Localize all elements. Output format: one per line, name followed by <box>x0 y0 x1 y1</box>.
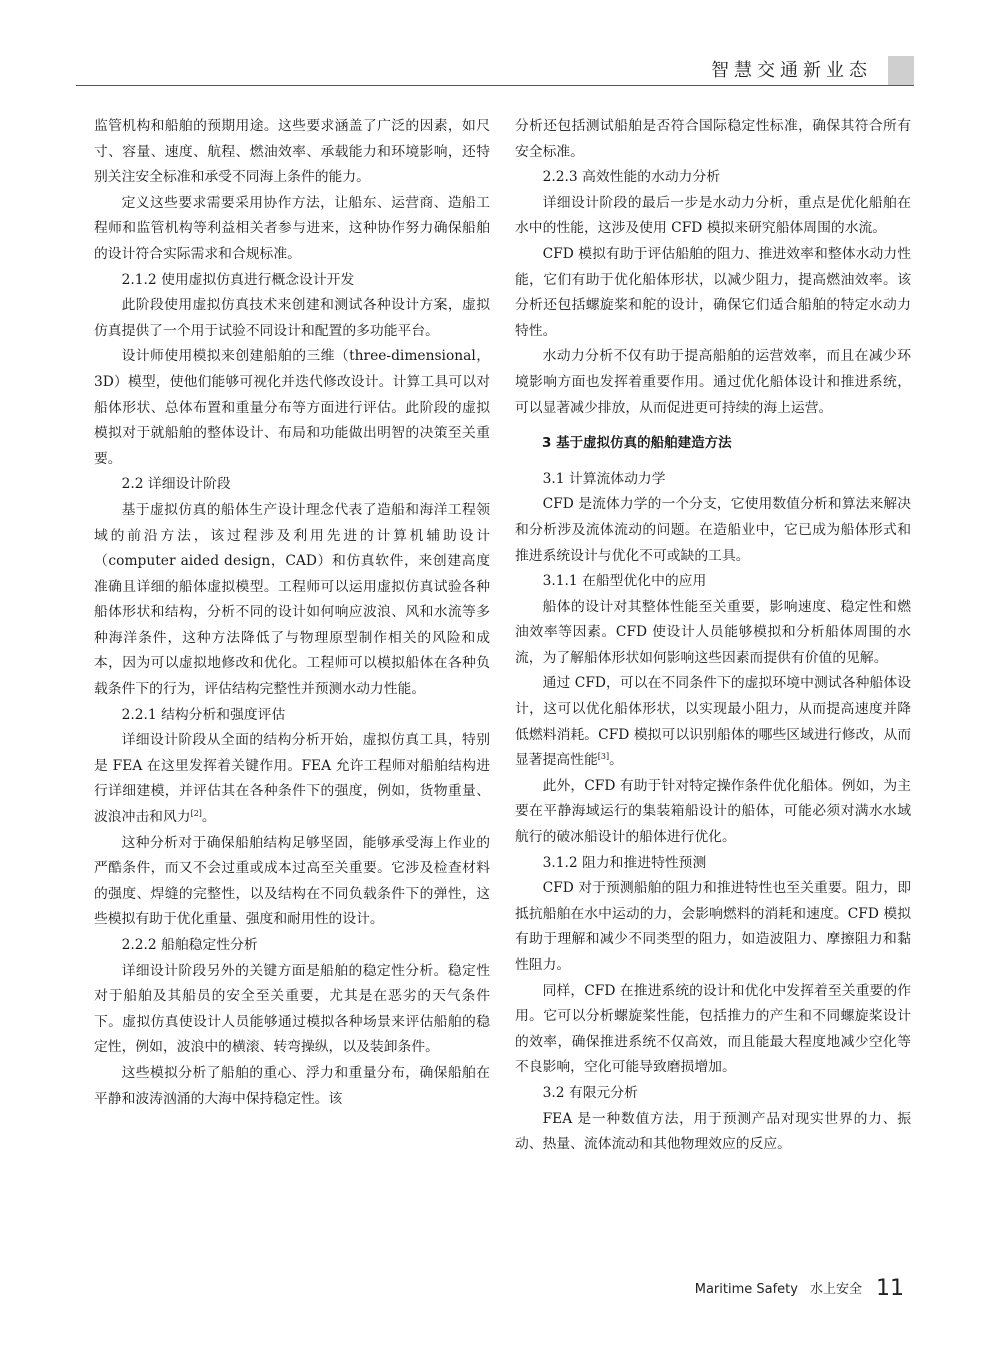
paragraph: CFD 模拟有助于评估船舶的阻力、推进效率和整体水动力性能，它们有助于优化船体形状，以减少阻力，提高燃油效率。该分析还包括螺旋桨和舵的设计，确保它们适合船舶的特定水动力特性。 <box>515 245 911 339</box>
paragraph: 船体的设计对其整体性能至关重要，影响速度、稳定性和燃油效率等因素。CFD 使设计人员能够模拟和分析船体周围的水流，为了解船体形状如何影响这些因素而提供有价值的见解。 <box>515 598 911 666</box>
running-header <box>76 56 914 86</box>
journal-name-english: Maritime Safety <box>694 1282 798 1297</box>
subsection-heading-2-2-2: 2.2.2 船舶稳定性分析 <box>121 937 258 953</box>
header-rule <box>76 85 914 86</box>
paragraph: 这种分析对于确保船舶结构足够坚固，能够承受海上作业的严酷条件，而又不会过重或成本过高至关重要。它涉及检查材料的强度、焊缝的完整性，以及结构在不同负载条件下的弹性，这些模拟有助于优化重量、强度和耐用性的设计。 <box>94 834 490 928</box>
paragraph-text: 通过 CFD，可以在不同条件下的虚拟环境中测试各种船体设计，这可以优化船体形状，以实现最小阻力，从而提高速度并降低燃料消耗。CFD 模拟可以识别船体的哪些区域进行修改，从而显著提高性能 <box>515 675 911 769</box>
paragraph: CFD 对于预测船舶的阻力和推进特性也至关重要。阻力，即抵抗船舶在水中运动的力，会影响燃料的消耗和速度。CFD 模拟有助于理解和减少不同类型的阻力，如造波阻力、摩擦阻力和黏性阻力。 <box>515 880 911 973</box>
paragraph: 详细设计阶段另外的关键方面是船舶的稳定性分析。稳定性对于船舶及其船员的安全至关重要，尤其是在恶劣的天气条件下。虚拟仿真使设计人员能够通过模拟各种场景来评估船舶的稳定性，例如，波浪中的横滚、转弯操纵，以及装卸条件。 <box>94 962 490 1056</box>
subsection-heading-2-2-1: 2.2.1 结构分析和强度评估 <box>121 706 286 723</box>
citation-ref: [2] <box>190 809 202 819</box>
paragraph-with-citation <box>515 671 911 773</box>
paragraph: 这些模拟分析了船舶的重心、浮力和重量分布，确保船舶在平静和波涛汹涌的大海中保持稳定性。该 <box>94 1064 490 1107</box>
paragraph: 此外，CFD 有助于针对特定操作条件优化船体。例如，为主要在平静海域运行的集装箱船设计的船体，可能必须对满水水域航行的破冰船设计的船体进行优化。 <box>515 777 911 846</box>
paragraph: 分析还包括测试船舶是否符合国际稳定性标准，确保其符合所有安全标准。 <box>515 118 911 160</box>
punctuation: 。 <box>201 809 216 826</box>
subsection-heading-3-1: 3.1 计算流体动力学 <box>542 470 666 487</box>
paragraph: 基于虚拟仿真的船体生产设计理念代表了造船和海洋工程领域的前沿方法，该过程涉及利用先进的计算机辅助设计（computer aided design，CAD）和仿真软件，来创建高度准确且详细的船体虚拟模型。工程师可以运用虚拟仿真试验各种船体形状和结构，分析不同的设计如何响应波浪、风和水流等多种海洋条件，这种方法降低了与物理原型制作相关的风险和成本，因为可以虚拟地修改和优化。工程师可以模拟船体在各种负载条件下的行为，评估结构完整性并预测水动力性能。 <box>94 501 490 698</box>
paragraph-with-citation <box>94 728 490 830</box>
subsection-heading-3-1-2: 3.1.2 阻力和推进特性预测 <box>542 854 707 871</box>
subsection-heading-2-2-3: 2.2.3 高效性能的水动力分析 <box>542 169 721 186</box>
page-footer <box>695 1272 904 1304</box>
right-column <box>515 114 911 1244</box>
paragraph: 水动力分析不仅有助于提高船舶的运营效率，而且在减少环境影响方面也发挥着重要作用。通过优化船体设计和推进系统，可以显著减少排放，从而促进更可持续的海上运营。 <box>515 348 911 416</box>
subsection-heading-3-2: 3.2 有限元分析 <box>542 1084 638 1101</box>
paragraph: 监管机构和船舶的预期用途。这些要求涵盖了广泛的因素，如尺寸、容量、速度、航程、燃油效率、承载能力和环境影响，还特别关注安全标准和承受不同海上条件的能力。 <box>94 118 490 186</box>
paragraph: 同样，CFD 在推进系统的设计和优化中发挥着至关重要的作用。它可以分析螺旋桨性能，包括推力的产生和不同螺旋桨设计的效率，确保推进系统不仅高效，而且能最大程度地减少空化等不良影响，空化可能导致磨损增加。 <box>515 982 911 1076</box>
paragraph: FEA 是一种数值方法，用于预测产品对现实世界的力、振动、热量、流体流动和其他物理效应的反应。 <box>515 1110 911 1153</box>
page-number: 11 <box>876 1276 904 1301</box>
paragraph: 此阶段使用虚拟仿真技术来创建和测试各种设计方案，虚拟仿真提供了一个用于试验不同设计和配置的多功能平台。 <box>94 297 490 339</box>
subsection-heading-2-1-2: 2.1.2 使用虚拟仿真进行概念设计开发 <box>121 271 355 288</box>
paragraph-text: 详细设计阶段从全面的结构分析开始，虚拟仿真工具，特别是 FEA 在这里发挥着关键作用。FEA 允许工程师对船舶结构进行详细建模，并评估其在各种条件下的强度，例如，货物重量、波浪冲击和风力 <box>94 732 490 826</box>
section-heading-3: 3 基于虚拟仿真的船舶建造方法 <box>542 435 732 452</box>
paragraph: CFD 是流体力学的一个分支，它使用数值分析和算法来解决和分析涉及流体流动的问题。在造船业中，它已成为船体形式和推进系统设计与优化不可或缺的工具。 <box>515 496 911 564</box>
header-tab-block <box>888 56 914 86</box>
section-title: 智慧交通新业态 <box>711 60 872 81</box>
paragraph: 设计师使用模拟来创建船舶的三维（three-dimensional，3D）模型，使他们能够可视化并迭代修改设计。计算工具可以对船体形状、总体布置和重量分布等方面进行评估。此阶段的虚拟模拟对于就船舶的整体设计、布局和功能做出明智的决策至关重要。 <box>94 348 490 467</box>
paragraph: 详细设计阶段的最后一步是水动力分析，重点是优化船舶在水中的性能，这涉及使用 CFD 模拟来研究船体周围的水流。 <box>515 194 911 237</box>
subsection-heading-3-1-1: 3.1.1 在船型优化中的应用 <box>542 573 707 590</box>
citation-ref: [3] <box>597 752 610 762</box>
left-column <box>94 114 490 1244</box>
punctuation: 。 <box>609 752 623 769</box>
paragraph: 定义这些要求需要采用协作方法，让船东、运营商、造船工程师和监管机构等利益相关者参与进来，这种协作努力确保船舶的设计符合实际需求和合规标准。 <box>94 194 490 262</box>
journal-name-chinese: 水上安全 <box>809 1282 862 1297</box>
subsection-heading-2-2: 2.2 详细设计阶段 <box>121 476 231 493</box>
